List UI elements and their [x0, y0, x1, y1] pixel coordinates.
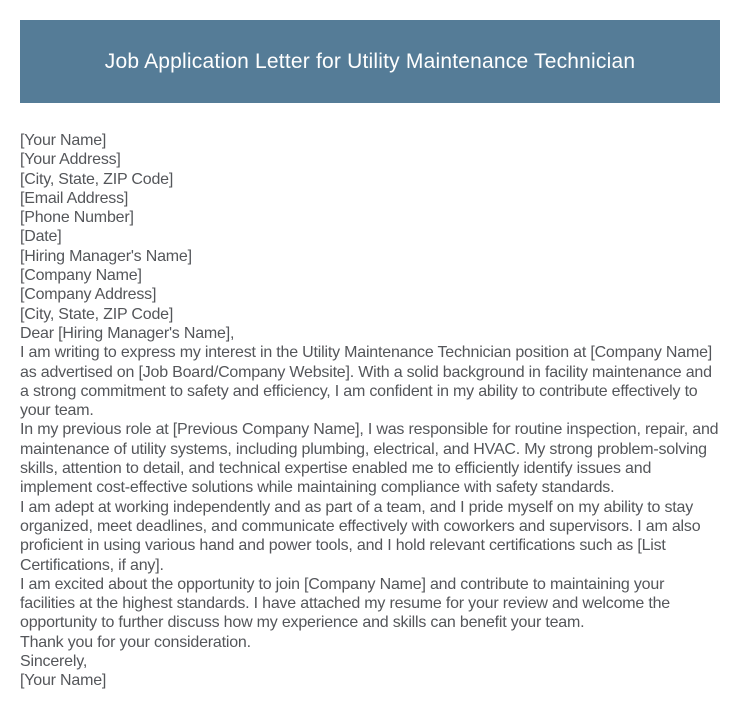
letter-line: [Your Name]	[20, 132, 107, 149]
letter-line: [Company Address]	[20, 286, 157, 304]
letter-body	[20, 131, 722, 691]
letter-line: Sincerely,	[20, 653, 88, 671]
letter-line: [Hiring Manager's Name]	[20, 247, 192, 265]
letter-line: Dear [Hiring Manager's Name],	[20, 324, 235, 342]
letter-line: [Your Address]	[20, 151, 121, 169]
letter-line: In my previous role at [Previous Company Name], I was responsible for routine inspection, repair, and maintenance of utility systems, including plumbing, electrical, and HVAC. My strong problem-solving skills, attention to detail, and technical expertise enabled me to efficiently identify issues and implement cost-effective solutions while maintaining compliance with safety standards.	[20, 421, 719, 497]
letter-line: [Date]	[20, 228, 62, 246]
letter-line: I am adept at working independently and as part of a team, and I pride myself on my ability to stay organized, meet deadlines, and communicate effectively with coworkers and supervisors. I am also proficient in using various hand and power tools, and I hold relevant certifications such as [List Certifications, if any].	[20, 498, 701, 574]
letter-line: [Email Address]	[20, 189, 129, 207]
letter-line: Thank you for your consideration.	[20, 633, 251, 651]
letter-line: I am excited about the opportunity to join [Company Name] and contribute to maintaining your facilities at the highest standards. I have attached my resume for your review and welcome the opportunity to further discuss how my experience and skills can benefit your team.	[20, 575, 670, 632]
letter-line: [Company Name]	[20, 267, 142, 285]
letter-line: [Phone Number]	[20, 209, 134, 227]
letter-title-banner	[20, 20, 720, 103]
letter-line: [City, State, ZIP Code]	[20, 170, 174, 188]
letter-line: [Your Name]	[20, 672, 107, 690]
letter-line: I am writing to express my interest in the Utility Maintenance Technician position at [Company Name] as advertised on [Job Board/Company Website]. With a solid background in facility maintenance and a strong commitment to safety and efficiency, I am confident in my ability to contribute effectively to your team.	[20, 344, 713, 420]
letter-line: [City, State, ZIP Code]	[20, 305, 174, 323]
page-title: Job Application Letter for Utility Maintenance Technician	[104, 49, 636, 73]
